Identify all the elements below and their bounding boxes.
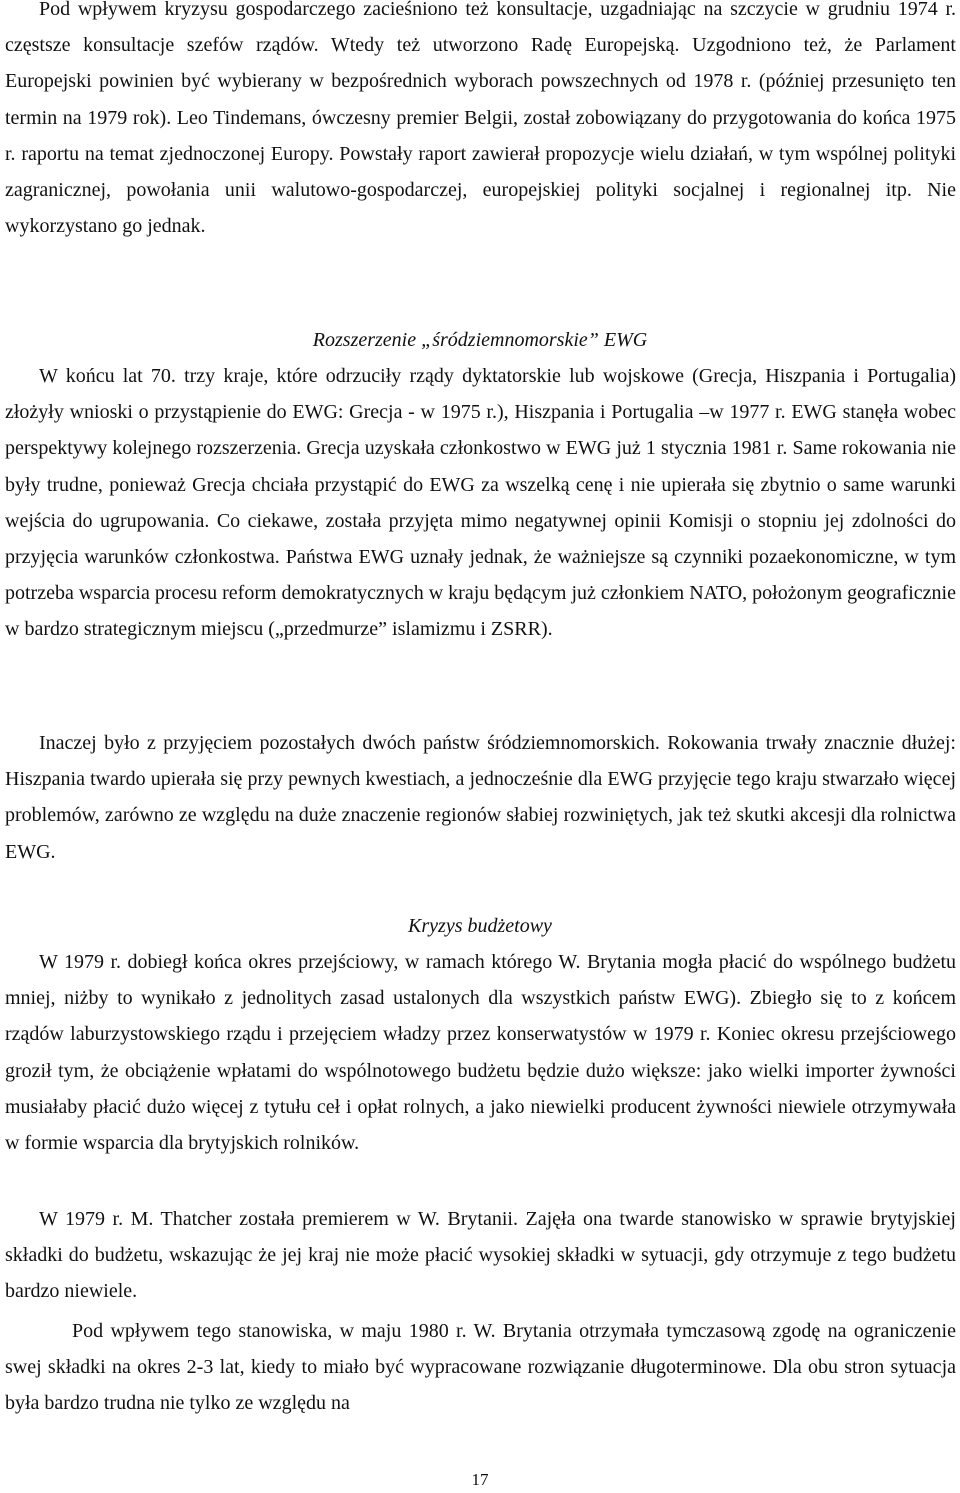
paragraph-enlargement: W końcu lat 70. trzy kraje, które odrzuciły rządy dyktatorskie lub wojskowe (Grecja, Hiszpania i Portugalia) złożyły wnioski o przystąpienie do EWG: Grecja - w 1975 r.), Hiszpania i Portugalia –w 1977 r. EWG stanęła wobec perspektywy kolejnego rozszerzenia. Grecja uzyskała członkostwo w EWG już 1 stycznia 1981 r. Same rokowania nie były trudne, ponieważ Grecja chciała przystąpić do EWG za wszelką cenę i nie upierała się zbytnio o same warunki wejścia do ugrupowania. Co ciekawe, została przyjęta mimo negatywnej opinii Komisji o stopniu jej zdolności do przyjęcia warunków członkostwa. Państwa EWG uznały jednak, że ważniejsze są czynniki pozaekonomiczne, w tym potrzeba wsparcia procesu reform demokratycznych w kraju będącym już członkiem NATO, położonym geograficznie w bardzo strategicznym miejscu („przedmurze” islamizmu i ZSRR). — [5, 365, 956, 641]
paragraph-tindemans: Pod wpływem kryzysu gospodarczego zacieśniono też konsultacje, uzgadniając na szczycie w grudniu 1974 r. częstsze konsultacje szefów rządów. Wtedy też utworzono Radę Europejską. Uzgodniono też, że Parlament Europejski powinien być wybierany w bezpośrednich wyborach powszechnych od 1978 r. (później przesunięto ten termin na 1979 rok). Leo Tindemans, ówczesny premier Belgii, został zobowiązany do przygotowania do końca 1975 r. raportu na temat zjednoczonej Europy. Powstały raport zawierał propozycje wielu działań, w tym wspólnej polityki zagranicznej, powołania unii walutowo-gospodarczej, europejskiej polityki socjalnej i regionalnej itp. Nie wykorzystano go jednak. — [5, 0, 956, 238]
page-number: 17 — [471, 1470, 489, 1489]
paragraph-temporary-agreement: Pod wpływem tego stanowiska, w maju 1980 r. W. Brytania otrzymała tymczasową zgodę na ograniczenie swej składki na okres 2-3 lat, kiedy to miało być wypracowane rozwiązanie długoterminowe. Dla obu stron sytuacja była bardzo trudna nie tylko ze względu na — [5, 1320, 956, 1415]
paragraph-spain-portugal: Inaczej było z przyjęciem pozostałych dwóch państw śródziemnomorskich. Rokowania trwały znacznie dłużej: Hiszpania twardo upierała się przy pewnych kwestiach, a jednocześnie dla EWG przyjęcie tego kraju stwarzało więcej problemów, zarówno ze względu na duże znaczenie regionów słabiej rozwiniętych, jak też skutki akcesji dla rolnictwa EWG. — [5, 732, 956, 863]
heading-mediterranean-enlargement: Rozszerzenie „śródziemnomorskie” EWG — [312, 329, 648, 351]
heading-budget-crisis: Kryzys budżetowy — [408, 915, 552, 937]
paragraph-budget-crisis: W 1979 r. dobiegł końca okres przejściowy, w ramach którego W. Brytania mogła płacić do wspólnego budżetu mniej, niżby to wynikało z jednolitych zasad ustalonych dla wszystkich państw EWG). Zbiegło się to z końcem rządów laburzystowskiego rządu i przejęciem władzy przez konserwatystów w 1979 r. Koniec okresu przejściowego groził tym, że obciążenie wpłatami do wspólnotowego budżetu będzie dużo większe: jako wielki importer żywności musiałaby płacić dużo więcej z tytułu ceł i opłat rolnych, a jako niewielki producent żywności niewiele otrzymywała w formie wsparcia dla brytyjskich rolników. — [5, 951, 956, 1155]
paragraph-thatcher: W 1979 r. M. Thatcher została premierem w W. Brytanii. Zajęła ona twarde stanowisko w sprawie brytyjskiej składki do budżetu, wskazując że jej kraj nie może płacić wysokiej składki w sytuacji, gdy otrzymuje z tego budżetu bardzo niewiele. — [5, 1208, 956, 1303]
